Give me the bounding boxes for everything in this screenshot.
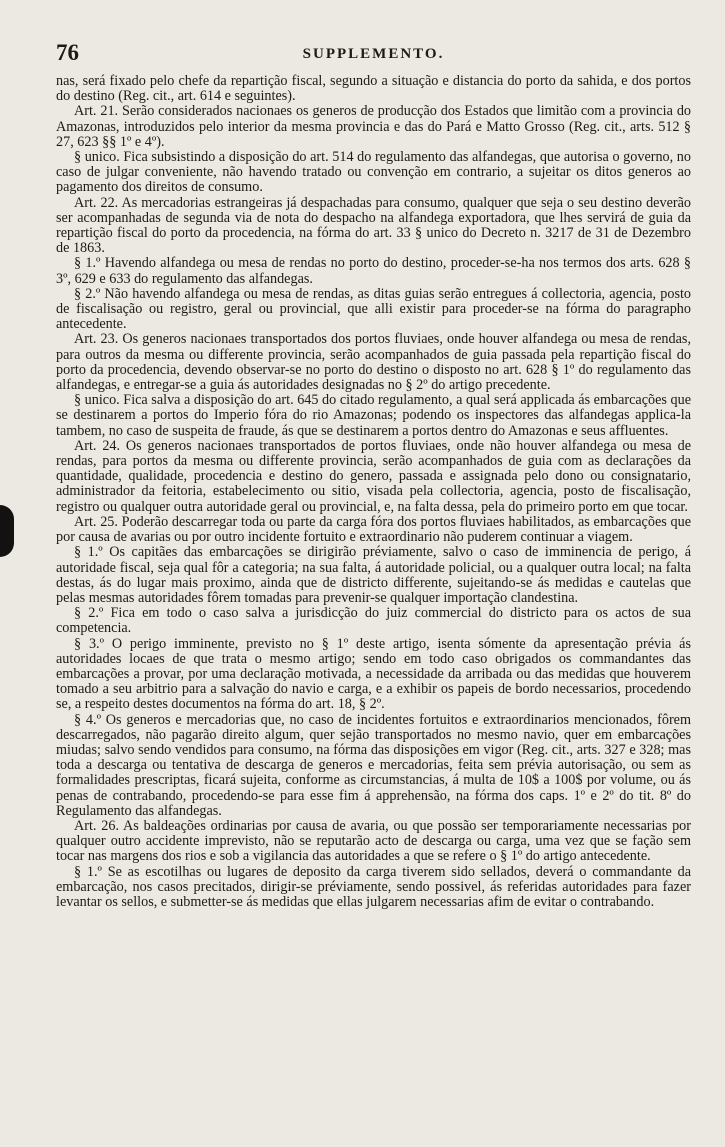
- page-header: [56, 40, 691, 70]
- article-22-paragraph-2: § 2.º Não havendo alfandega ou mesa de rendas, as ditas guias serão entregues á collectoria, agencia, posto de fiscalisação ou registro, geral ou provincial, que alli existir para proceder-se na fórma do paragrapho antecedente.: [56, 285, 691, 333]
- article-25-paragraph-1: § 1.º Os capitães das embarcações se dirigirão préviamente, salvo o caso de imminencia de perigo, á autoridade fiscal, seja qual fôr a categoria; na sua falta, á autoridade policial, ou a qualquer outra local; na falta destas, ás do lugar mais proximo, ainda que de districto differente, sujeitando-se ás medidas e cautelas que pelas mesmas autoridades fôrem tomadas para prevenir-se qualquer importação clandestina.: [56, 544, 691, 606]
- article-24: Art. 24. Os generos nacionaes transportados de portos fluviaes, onde não houver alfandega ou mesa de rendas, para portos da mesma ou differente provincia, serão acompanhados de guia com as declarações da quantidade, qualidade, procedencia e destino do genero, passada e assignada pelo dono ou consignatario, administrador da feitoria, estabelecimento ou sitio, visada pela collectoria, agencia, posto de fiscalisação, registro ou qualquer outra autoridade geral ou provincial, e, na falta dessa, pela do primeiro porto em que tocar.: [56, 437, 691, 515]
- article-21: Art. 21. Serão considerados nacionaes os generos de producção dos Estados que limitão com a provincia do Amazonas, introduzidos pelo interior da mesma provincia e das do Pará e Matto Grosso (Reg. cit., arts. 512 § 27, 623 §§ 1º e 4º).: [56, 103, 691, 150]
- binding-edge-mark: [0, 505, 14, 557]
- paragraph-continuation: nas, será fixado pelo chefe da repartição fiscal, segundo a situação e distancia do porto da sahida, e dos portos do destino (Reg. cit., art. 614 e seguintes).: [56, 73, 691, 105]
- body-text: [56, 74, 691, 910]
- article-22-paragraph-1: § 1.º Havendo alfandega ou mesa de rendas no porto do destino, proceder-se-ha nos termos dos arts. 628 § 3º, 629 e 633 do regulamento das alfandegas.: [56, 255, 691, 287]
- article-25-paragraph-2: § 2.º Fica em todo o caso salva a jurisdicção do juiz commercial do districto para os actos de sua competencia.: [56, 605, 691, 637]
- article-23-sole-paragraph: § unico. Fica salva a disposição do art. 645 do citado regulamento, a qual será applicada ás embarcações que se destinarem a portos do Imperio fóra do rio Amazonas; podendo os inspectores das alfandegas applica-la tambem, no caso de suspeita de fraude, ás que se destinarem a portos dentro do Amazonas e seus affluentes.: [56, 392, 691, 439]
- running-title: SUPPLEMENTO.: [302, 46, 445, 62]
- article-25-paragraph-3: § 3.º O perigo imminente, previsto no § 1º deste artigo, isenta sómente da apresentação prévia ás autoridades locaes de que trata o mesmo artigo; sendo em todo caso obrigados os commandantes das embarcações a provar, por uma declaração motivada, a necessidade da arribada ou das medidas que houverem tomado a seu arbitrio para a salvação do navio e carga, e a exhibir os papeis de bordo necessarios, procedendo se, a respeito destes documentos na fórma do art. 18, § 2º.: [56, 635, 691, 713]
- article-23: Art. 23. Os generos nacionaes transportados dos portos fluviaes, onde houver alfandega ou mesa de rendas, para outros da mesma ou differente provincia, serão acompanhados de guia passada pela repartição fiscal do porto da procedencia, devendo observar-se no porto do destino o disposto no art. 628 § 1º do regulamento das alfandegas, e entregar-se a guia ás autoridades designadas no § 2º do artigo precedente.: [56, 331, 691, 394]
- article-21-sole-paragraph: § unico. Fica subsistindo a disposição do art. 514 do regulamento das alfandegas, que autorisa o governo, no caso de julgar conveniente, não havendo tratado ou convenção em contrario, a sujeitar os ditos generos ao pagamento dos direitos de consumo.: [56, 149, 691, 196]
- article-26: Art. 26. As baldeações ordinarias por causa de avaria, ou que possão ser temporariamente necessarias por qualquer outro accidente imprevisto, não se reputarão acto de descarga ou carga, uma vez que se fação sem tocar nas margens dos rios e sob a vigilancia das autoridades a que se refere o § 1º do artigo antecedente.: [56, 817, 691, 865]
- article-25: Art. 25. Poderão descarregar toda ou parte da carga fóra dos portos fluviaes habilitados, as embarcações que por causa de avarias ou por outro incidente fortuito e extraordinario não puderem continuar a viagem.: [56, 513, 691, 546]
- article-26-paragraph-1: § 1.º Se as escotilhas ou lugares de deposito da carga tiverem sido sellados, deverá o commandante da embarcação, nos casos precitados, dirigir-se préviamente, sendo possivel, ás referidas autoridades para fazer levantar os sellos, e submetter-se ás medidas que ellas julgarem necessarias afim de evitar o contrabando.: [56, 863, 691, 910]
- article-22: Art. 22. As mercadorias estrangeiras já despachadas para consumo, qualquer que seja o seu destino deverão ser acompanhadas de segunda via de nota do despacho na alfandega exportadora, que lhes servirá de guia da repartição fiscal do porto da procedencia, na fórma do art. 33 § unico do Decreto n. 3217 de 31 de Dezembro de 1863.: [56, 194, 691, 257]
- article-25-paragraph-4: § 4.º Os generos e mercadorias que, no caso de incidentes fortuitos e extraordinarios mencionados, fôrem descarregados, não pagarão direito algum, quer sejão transportados no mesmo navio, quer em embarcações miudas; salvo sendo vendidos para consumo, na fórma das disposições em vigor (Reg. cit., arts. 327 e 328; mas toda a descarga ou tentativa de descarga de generos e mercadorias, feita sem prévia autorisação, ou sem as formalidades prescriptas, ficará sujeita, conforme as circumstancias, á multa de 10$ a 100$ por volume, ou ás penas de contrabando, procedendo-se para esse fim á apprehensão, na fórma dos caps. 1º e 2º do tit. 8º do Regulamento das alfandegas.: [56, 711, 691, 819]
- page-number: 76: [56, 40, 79, 65]
